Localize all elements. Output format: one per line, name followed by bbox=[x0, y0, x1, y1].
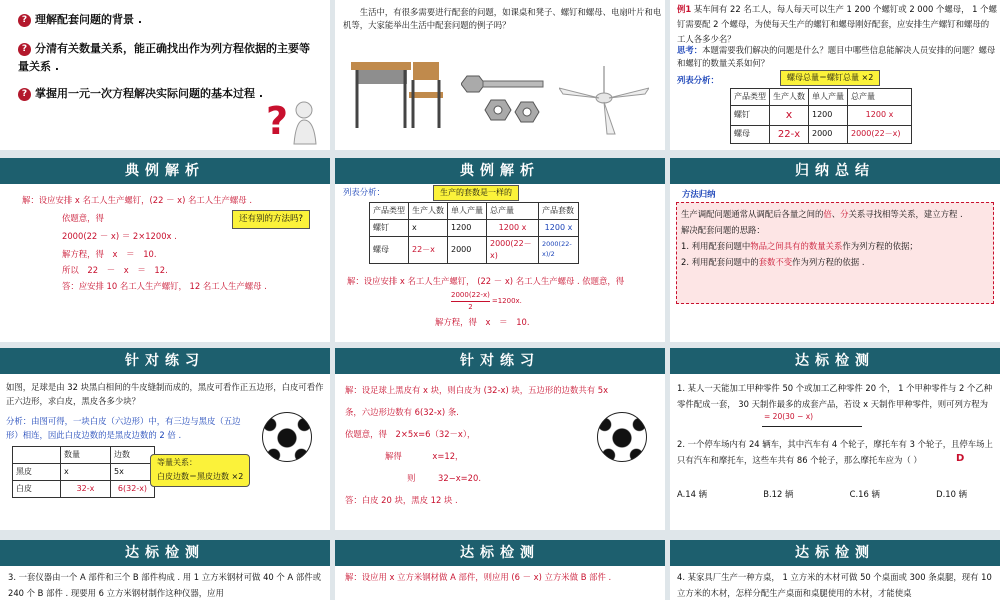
solution-line: 所以 22 － x ＝ 12. bbox=[62, 265, 168, 275]
slide-solution-2 bbox=[335, 158, 665, 342]
option-a[interactable]: A.14 辆 bbox=[677, 489, 707, 499]
solution-line: 条，六边形边数有 6(32-x) 条. bbox=[345, 407, 459, 417]
analysis-text: 分析：由图可得，一块白皮（六边形）中，有三边与黑皮（五边形）相连，因此白皮边数的是黑皮边数的 2 倍 . bbox=[6, 416, 241, 441]
slide-practice-2 bbox=[335, 348, 665, 530]
summary-line: 解决配套问题的思路： bbox=[681, 224, 765, 235]
slide-example bbox=[670, 0, 1000, 150]
question-3: 3. 一套仪器由一个 A 部件和三个 B 部件构成 . 用 1 立方米钢材可做 40 个 A 部件或 240 个 B 部件 . 现要用 6 立方米钢材制作这种仪器，应用 bbox=[8, 572, 321, 598]
table-row: 螺钉 x 1200 1200 x bbox=[731, 106, 912, 126]
relation-box: 螺母总量＝螺钉总量 ×2 bbox=[780, 70, 880, 86]
goal-item: ? 分清有关数量关系，能正确找出作为列方程依据的主要等量关系 . bbox=[18, 42, 310, 73]
solution-line: 答：应安排 10 名工人生产螺钉， 12 名工人生产螺母 . bbox=[62, 281, 267, 291]
table-row: 螺钉 x 1200 1200 x 1200 x bbox=[370, 220, 579, 237]
slide-learning-goals bbox=[0, 0, 330, 150]
soccer-ball-image bbox=[262, 412, 312, 462]
analysis-table: 产品类型 生产人数 单人产量 总产量 产品套数 螺钉 x 1200 1200 x 1200 x 螺母 22－x 2000 2000(22－x) 2000(22-x)/2 bbox=[369, 202, 579, 264]
slide-banner: 针对练习 bbox=[335, 348, 665, 374]
method-title: 方法归纳 bbox=[682, 189, 716, 199]
bolts-nuts-image bbox=[461, 70, 551, 132]
slide-solution-1 bbox=[0, 158, 330, 342]
answer-blank bbox=[762, 426, 862, 427]
desk-chair-image bbox=[347, 52, 447, 132]
question-1: 1. 某人一天能加工甲种零件 50 个或加工乙种零件 20 个， 1 个甲种零件与 2 个乙种零件配成一套， 30 天制作最多的成套产品，若设 x 天制作甲种零件，则可列方程为 bbox=[677, 383, 993, 410]
solution-line: 解：设足球上黑皮有 x 块，则白皮为 (32-x) 块，五边形的边数共有 5x bbox=[345, 385, 609, 395]
question-mark-icon: ? bbox=[18, 88, 31, 101]
slide-banner: 归纳总结 bbox=[670, 158, 1000, 184]
solution-line: 答：白皮 20 块，黑皮 12 块 . bbox=[345, 495, 458, 505]
slide-intro bbox=[335, 0, 665, 150]
soccer-ball-image bbox=[597, 412, 647, 462]
table-header: 生产人数 bbox=[770, 89, 809, 106]
note-box: 生产的套数是一样的 bbox=[433, 185, 519, 201]
slide-banner: 达标检测 bbox=[0, 540, 330, 566]
question-mark-icon: ? bbox=[18, 43, 31, 56]
slide-banner: 达标检测 bbox=[670, 348, 1000, 374]
ceiling-fan-image bbox=[559, 66, 649, 136]
question-4: 4. 某家具厂生产一种方桌， 1 立方米的木材可做 50 个桌面或 300 条桌腿，现有 10 立方米的木材，怎样分配生产桌面和桌腿使用的木材，才能使桌 bbox=[677, 572, 992, 598]
hint-bubble: 还有别的方法吗? bbox=[232, 210, 310, 229]
question-mark-icon: ? bbox=[18, 14, 31, 27]
summary-box bbox=[676, 202, 994, 304]
option-d[interactable]: D.10 辆 bbox=[936, 489, 967, 499]
goal-item: ? 理解配套问题的背景 . bbox=[18, 12, 142, 29]
list-analysis-label: 列表分析： bbox=[677, 75, 719, 85]
soccer-table: 数量 边数 黑皮 x 5x 白皮 32-x 6(32-x) bbox=[12, 446, 155, 498]
solution-line: 依题意，得 2×5x=6（32－x）， bbox=[345, 429, 476, 439]
solution-text: 解：设应安排 x 名工人生产螺钉， (22 － x) 名工人生产螺母 . 依题意，得 bbox=[347, 276, 625, 286]
slide-practice-1 bbox=[0, 348, 330, 530]
slide-summary bbox=[670, 158, 1000, 342]
solution-line: 解：设应用 x 立方米钢材做 A 部件，则应用 (6 － x) 立方米做 B 部件 . bbox=[345, 572, 612, 582]
table-header: 单人产量 bbox=[809, 89, 848, 106]
table-row: 黑皮 x 5x bbox=[13, 464, 155, 481]
slide-banner: 典例解析 bbox=[0, 158, 330, 184]
solution-line: 解方程，得 x ＝ 10. bbox=[62, 249, 157, 259]
slide-banner: 典例解析 bbox=[335, 158, 665, 184]
table-row: 螺母 22－x 2000 2000(22－x) 2000(22-x)/2 bbox=[370, 237, 579, 264]
question-text: 如图，足球是由 32 块黑白相间的牛皮缝制而成的，黑皮可看作正五边形，白皮可看作正六边形，求白皮，黑皮各多少块？ bbox=[6, 382, 324, 407]
list-analysis-label: 列表分析： bbox=[343, 187, 385, 197]
solution-line: 2000(22 － x) ＝ 2×1200x . bbox=[62, 231, 177, 241]
solution-line: 则 32−x=20. bbox=[407, 473, 482, 483]
table-row: 螺母 22-x 2000 2000(22－x) bbox=[731, 125, 912, 143]
intro-text: 生活中，有很多需要进行配套的问题，如课桌和凳子、螺钉和螺母、电扇叶片和电机等，大家能举出生活中配套问题的例子吗？ bbox=[343, 7, 662, 30]
think-text: 思考：本题需要我们解决的问题是什么？题目中哪些信息能解决人员安排的问题？螺母和螺钉的数量关系如何？ bbox=[677, 45, 996, 68]
slide-check-4 bbox=[670, 540, 1000, 600]
table-row: 白皮 32-x 6(32-x) bbox=[13, 481, 155, 498]
slide-banner: 针对练习 bbox=[0, 348, 330, 374]
table-header: 产品类型 bbox=[731, 89, 770, 106]
answer-1: = 20(30 − x) bbox=[764, 412, 814, 421]
solution-line: 解得 x=12， bbox=[385, 451, 464, 461]
goal-item: ? 掌握用一元一次方程解决实际问题的基本过程 . bbox=[18, 86, 318, 103]
summary-line: 生产调配问题通常从调配后各量之间的倍、分关系寻找相等关系，建立方程 . bbox=[681, 209, 963, 219]
answer-2: D bbox=[956, 453, 965, 464]
option-b[interactable]: B.12 辆 bbox=[763, 489, 794, 499]
example-text: 例1 某车间有 22 名工人，每人每天可以生产 1 200 个螺钉或 2 000 个螺母， 1 个螺钉需要配 2 个螺母，为使每天生产的螺钉和螺母刚好配套，应安排生产螺钉和螺母的工人各多少名？ bbox=[677, 4, 997, 45]
table-header: 总产量 bbox=[848, 89, 912, 106]
analysis-table bbox=[730, 88, 912, 144]
slide-check-2 bbox=[0, 540, 330, 600]
question-2: 2. 一个停车场内有 24 辆车，其中汽车有 4 个轮子，摩托车有 3 个轮子，且停车场上只有汽车和摩托车，这些车共有 86 个轮子，那么摩托车应为（ ） bbox=[677, 439, 993, 466]
slide-check-3 bbox=[335, 540, 665, 600]
slide-banner: 达标检测 bbox=[335, 540, 665, 566]
option-c[interactable]: C.16 辆 bbox=[849, 489, 880, 499]
summary-line: 1. 利用配套问题中物品之间具有的数量关系作为列方程的依据； bbox=[681, 240, 918, 251]
equation: $\frac{2000(22-x)}{2}$ =1200x. bbox=[451, 291, 522, 311]
summary-line: 2. 利用配套问题中的套数不变作为列方程的依据 . bbox=[681, 256, 865, 267]
solution-result: 解方程，得 x ＝ 10. bbox=[435, 317, 530, 327]
options-row bbox=[677, 488, 995, 501]
relation-box: 等量关系： 白皮边数＝黑皮边数 ×2 bbox=[150, 454, 250, 487]
thinking-figure-icon bbox=[262, 96, 322, 146]
svg-text:?: ? bbox=[266, 99, 289, 143]
solution-line: 依题意，得 bbox=[62, 213, 104, 223]
slide-banner: 达标检测 bbox=[670, 540, 1000, 566]
solution-line: 解：设应安排 x 名工人生产螺钉，(22 － x) 名工人生产螺母 . bbox=[22, 195, 252, 205]
slide-check-1 bbox=[670, 348, 1000, 530]
